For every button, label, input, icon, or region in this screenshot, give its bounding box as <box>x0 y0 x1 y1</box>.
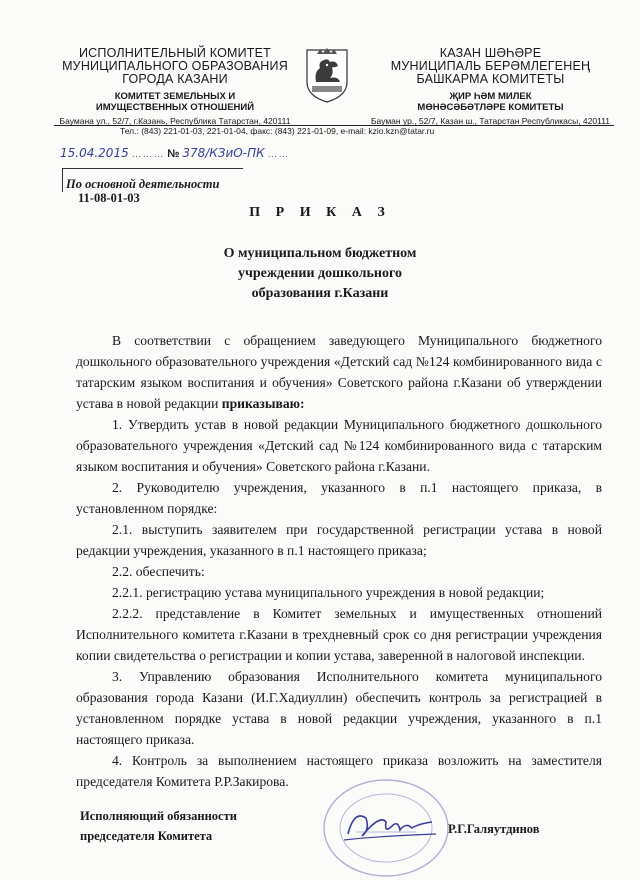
right-dept-name <box>363 91 618 113</box>
right-org-line: МУНИЦИПАЛЬ БЕРӘМЛЕГЕНЕҢ <box>390 59 591 73</box>
document-title: П Р И К А З <box>249 205 391 220</box>
paragraph-item-1: 1. Утвердить устав в новой редакции Муниципального бюджетного дошкольного образовательного учреждения «Детский сад №124 комбинированного вида с татарским языком воспитания и обучения» Советского района г.Казани. <box>76 417 602 474</box>
document-body <box>76 330 602 792</box>
paragraph-item-2: 2. Руководителю учреждения, указанного в п.1 настоящего приказа, в установленном порядке: <box>76 480 602 516</box>
position-line: Исполняющий обязанности <box>80 809 237 823</box>
subject-line: учреждении дошкольного <box>238 266 402 281</box>
paragraph-text: В соответствии с обращением заведующего Муниципального бюджетного дошкольного образовательного учреждения «Детский сад №124 комбинированного вида с татарским языком воспитания и обучения» Советского района г.Казани об утверждении устава в новой редакции <box>76 333 602 411</box>
kazan-coat-of-arms-icon <box>304 46 350 104</box>
left-address: Баумана ул., 52/7, г.Казань, Республика Татарстан, 420111 <box>59 116 291 126</box>
dotted-separator: …… <box>267 149 290 160</box>
signatory-position <box>80 806 237 846</box>
left-dept-line: ИМУЩЕСТВЕННЫХ ОТНОШЕНИЙ <box>95 102 255 113</box>
paragraph-item-2-2-2: 2.2.2. представление в Комитет земельных и имущественных отношений Исполнительного комитета г.Казани в трехдневный срок со дня регистрации учреждения копии свидетельства о регистрации и копии устава, заверенной в налоговой инспекции. <box>76 606 602 663</box>
paragraph-item-3: 3. Управлению образования Исполнительного комитета муниципального образования города Казани (И.Г.Хадиуллин) обеспечить контроль за регистрацией в установленном порядке устава в новой редакции учреждения, указанного в п.1 настоящего приказа. <box>76 669 602 747</box>
subject-line: О муниципальном бюджетном <box>223 246 417 261</box>
handwritten-signature-icon <box>340 800 440 850</box>
case-code: 11-08-01-03 <box>78 191 140 205</box>
right-org-name <box>363 47 618 86</box>
left-org-line: ГОРОДА КАЗАНИ <box>122 72 228 86</box>
right-dept-line: ҖИР ҺӘМ МИЛЕК <box>449 91 532 102</box>
registration-number: 378/КЗиО-ПК <box>182 146 265 160</box>
left-dept-line: КОМИТЕТ ЗЕМЕЛЬНЫХ И <box>114 91 236 102</box>
paragraph-item-2-2: 2.2. обеспечить: <box>112 564 205 579</box>
paragraph-item-2-1: 2.1. выступить заявителем при государственной регистрации устава в новой редакции учреждения, указанного в п.1 настоящего приказа; <box>76 522 602 558</box>
registration-line <box>60 146 289 160</box>
dotted-separator: ……… <box>131 149 165 160</box>
paragraph-item-2-2-1: 2.2.1. регистрацию устава муниципального учреждения в новой редакции; <box>112 585 545 600</box>
subject-line: образования г.Казани <box>251 286 389 301</box>
contacts-line: Тел.: (843) 221-01-03, 221-01-04, факс: (843) 221-01-09, e-mail: kzio.kzn@tatar.ru <box>120 126 435 136</box>
left-org-line: МУНИЦИПАЛЬНОГО ОБРАЗОВАНИЯ <box>62 59 288 73</box>
header-left <box>50 47 300 126</box>
paragraph-preamble <box>76 330 602 414</box>
basis-text: По основной деятельности <box>66 177 220 191</box>
paragraph-item-4: 4. Контроль за выполнением настоящего приказа возложить на заместителя председателя Комитета Р.Р.Закирова. <box>76 753 602 789</box>
right-org-line: БАШКАРМА КОМИТЕТЫ <box>416 72 565 86</box>
number-sign: № <box>167 148 180 160</box>
order-verb: приказываю: <box>221 396 305 411</box>
registration-date: 15.04.2015 <box>60 146 129 160</box>
position-line: председателя Комитета <box>80 829 213 843</box>
right-org-line: КАЗАН ШӘҺӘРЕ <box>439 46 542 60</box>
left-dept-name <box>50 91 300 113</box>
signatory-name: Р.Г.Галяутдинов <box>448 822 540 836</box>
left-org-name <box>50 47 300 86</box>
right-address: Бауман ур., 52/7, Казан ш., Татарстан Республикасы, 420111 <box>370 116 611 126</box>
left-org-line: ИСПОЛНИТЕЛЬНЫЙ КОМИТЕТ <box>79 46 271 60</box>
right-dept-line: МӨНӘСӘБӘТЛӘРЕ КОМИТЕТЫ <box>417 102 564 113</box>
header-right <box>363 47 618 126</box>
document-subject <box>0 244 640 304</box>
